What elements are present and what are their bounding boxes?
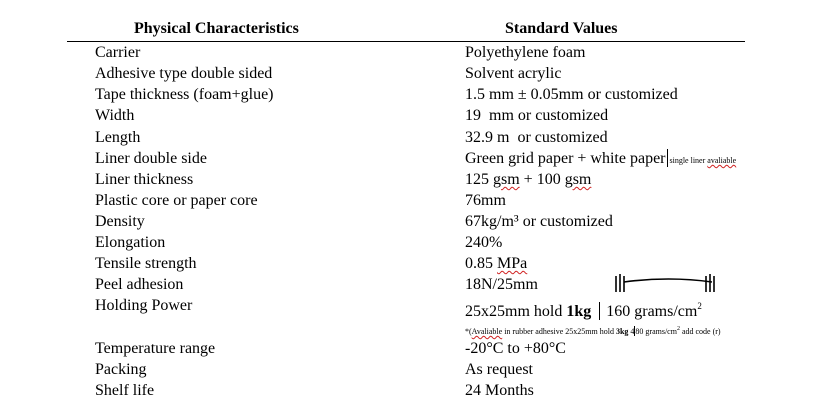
row-label-tape-thickness: Tape thickness (foam+glue)	[95, 86, 274, 103]
header-standard-values: Standard Values	[505, 20, 618, 37]
holding-power-bold: 1kg	[566, 303, 592, 320]
note-sup: 2	[676, 326, 680, 332]
tensile-unit: MPa	[497, 255, 528, 272]
row-label-tensile-strength: Tensile strength	[95, 255, 197, 272]
note-mid: in rubber adhesive 25x25mm hold	[502, 327, 616, 336]
tensile-number: 0.85	[465, 255, 497, 272]
row-label-core: Plastic core or paper core	[95, 192, 258, 209]
row-label-elongation: Elongation	[95, 234, 166, 251]
row-label-packing: Packing	[95, 361, 147, 378]
row-value-holding-power	[465, 296, 702, 322]
row-value-length: 32.9 m or customized	[465, 129, 608, 146]
row-label-shelf-life: Shelf life	[95, 382, 155, 399]
header-physical-characteristics: Physical Characteristics	[134, 20, 299, 37]
row-value-carrier: Polyethylene foam	[465, 44, 586, 61]
row-label-density: Density	[95, 213, 145, 230]
row-value-liner-double-side	[465, 149, 736, 169]
header-divider	[67, 41, 745, 42]
holding-power-divider	[599, 302, 600, 320]
row-value-elongation: 240%	[465, 234, 503, 251]
row-label-carrier: Carrier	[95, 44, 141, 61]
note-num-b: 80 grams/cm	[635, 327, 677, 336]
note-num-a: 4	[628, 327, 635, 336]
holding-power-sup: 2	[697, 301, 702, 311]
liner-thickness-unit-b: gsm	[564, 171, 592, 188]
liner-side-note	[670, 156, 737, 165]
row-label-holding-power: Holding Power	[95, 297, 193, 314]
row-label-liner-double-side: Liner double side	[95, 150, 207, 167]
row-value-tensile-strength	[465, 254, 527, 274]
liner-side-note-wavy: avaliable	[707, 156, 737, 165]
holding-power-pre: 25x25mm hold	[465, 303, 567, 320]
text-cursor-mark	[667, 149, 668, 167]
row-label-adhesive-type: Adhesive type double sided	[95, 65, 273, 82]
note-bold: 3kg	[615, 327, 629, 336]
holding-power-note	[465, 324, 721, 337]
row-value-temperature-range: -20°C to +80°C	[465, 340, 566, 357]
row-value-liner-thickness	[465, 170, 591, 190]
row-value-tape-thickness: 1.5 mm ± 0.05mm or customized	[465, 86, 678, 103]
note-wavy: Avaliable	[471, 327, 503, 336]
row-value-core: 76mm	[465, 192, 506, 209]
holding-power-post: 160 grams/cm	[602, 303, 698, 320]
liner-thickness-part-b: + 100	[519, 171, 565, 188]
row-label-width: Width	[95, 107, 135, 124]
row-value-width: 19 mm or customized	[465, 107, 609, 124]
liner-thickness-part-a: 125	[465, 171, 493, 188]
row-value-shelf-life: 24 Months	[465, 382, 534, 399]
note-prefix: *(	[465, 327, 472, 336]
liner-value-text: Green grid paper + white paper	[465, 150, 666, 167]
liner-thickness-unit-a: gsm	[493, 171, 520, 188]
row-value-peel-adhesion: 18N/25mm	[465, 276, 538, 293]
row-value-packing: As request	[465, 361, 533, 378]
row-value-adhesive-type: Solvent acrylic	[465, 65, 562, 82]
row-label-liner-thickness: Liner thickness	[95, 171, 194, 188]
liner-side-note-text: single liner	[669, 156, 708, 165]
row-value-density: 67kg/m³ or customized	[465, 213, 613, 230]
note-suffix: add code (r)	[679, 327, 721, 336]
dumbbell-icon	[614, 272, 718, 294]
row-label-length: Length	[95, 129, 141, 146]
row-label-peel-adhesion: Peel adhesion	[95, 276, 184, 293]
row-label-temperature-range: Temperature range	[95, 340, 216, 357]
